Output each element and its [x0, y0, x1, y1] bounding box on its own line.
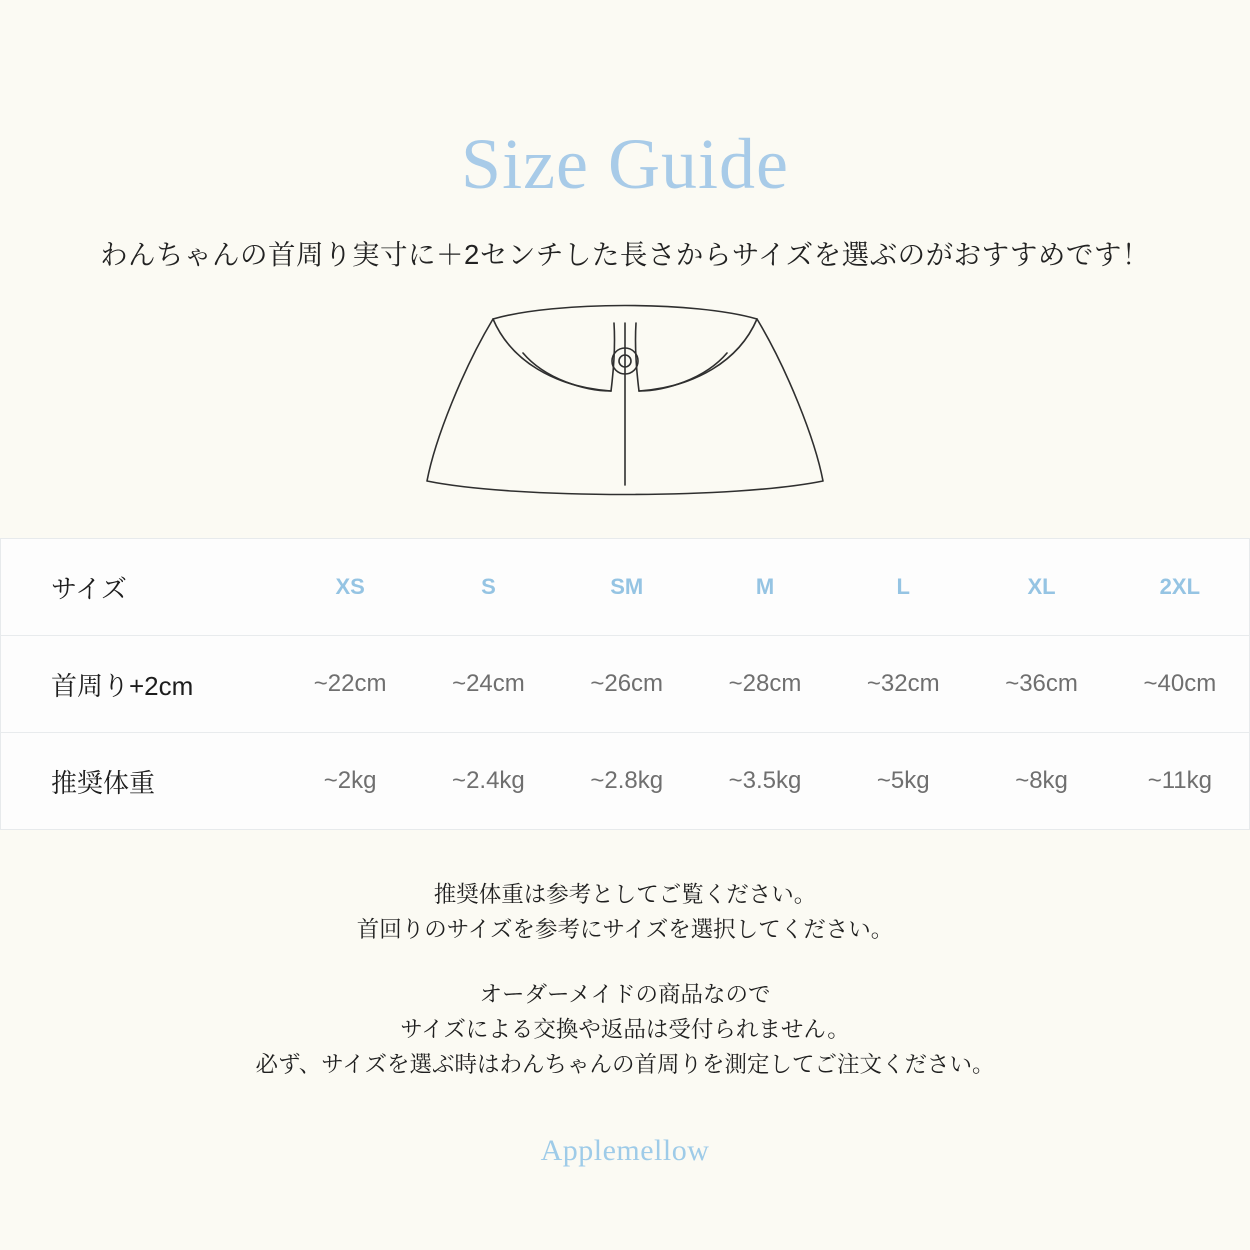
- size-column-m: M: [755, 574, 775, 599]
- neck-value-l: ~32cm: [866, 670, 940, 697]
- size-column-s: S: [481, 574, 496, 599]
- note-line-1: 推奨体重は参考としてご覧ください。: [433, 882, 817, 907]
- table-row: [1, 636, 1249, 733]
- size-column-2xl: 2XL: [1159, 574, 1201, 599]
- dog-collar-cape-icon: [415, 299, 835, 509]
- weight-value-xs: ~2kg: [323, 767, 377, 794]
- neck-value-xl: ~36cm: [1005, 670, 1078, 697]
- size-column-xs: XS: [335, 574, 365, 599]
- table-row-label-weight: 推奨体重: [51, 767, 156, 798]
- neck-value-m: ~28cm: [728, 670, 802, 697]
- notes-section: [0, 878, 1250, 1082]
- neck-value-s: ~24cm: [452, 670, 525, 697]
- weight-value-2xl: ~11kg: [1147, 767, 1212, 794]
- product-illustration: [0, 294, 1250, 514]
- brand-logo: Applemellow: [540, 1134, 710, 1168]
- size-table-container: [0, 538, 1250, 830]
- page-title: Size Guide: [461, 124, 789, 204]
- table-row: [1, 733, 1249, 830]
- weight-value-m: ~3.5kg: [728, 767, 802, 794]
- note-line-2: 首回りのサイズを参考にサイズを選択してください。: [356, 916, 894, 942]
- table-row-label-neck: 首周り+2cm: [51, 670, 194, 701]
- weight-value-s: ~2.4kg: [452, 767, 525, 794]
- neck-value-sm: ~26cm: [590, 670, 664, 697]
- size-column-sm: SM: [610, 574, 644, 599]
- size-column-xl: XL: [1027, 574, 1056, 599]
- neck-value-2xl: ~40cm: [1143, 670, 1217, 697]
- note-line-4: サイズによる交換や返品は受付られません。: [400, 1016, 850, 1042]
- page-subtitle: わんちゃんの首周り実寸に＋2センチした長さからサイズを選ぶのがおすすめです！: [100, 239, 1150, 270]
- size-column-l: L: [896, 574, 910, 599]
- weight-value-xl: ~8kg: [1015, 767, 1068, 794]
- size-table: [1, 539, 1249, 829]
- weight-value-l: ~5kg: [876, 767, 930, 794]
- note-line-3: オーダーメイドの商品なので: [479, 981, 771, 1007]
- note-line-5: 必ず、サイズを選ぶ時はわんちゃんの首周りを測定してご注文ください。: [255, 1051, 995, 1077]
- neck-value-xs: ~22cm: [313, 670, 387, 697]
- table-header-row: [1, 539, 1249, 636]
- weight-value-sm: ~2.8kg: [590, 767, 664, 794]
- table-row-label-size: サイズ: [51, 573, 127, 604]
